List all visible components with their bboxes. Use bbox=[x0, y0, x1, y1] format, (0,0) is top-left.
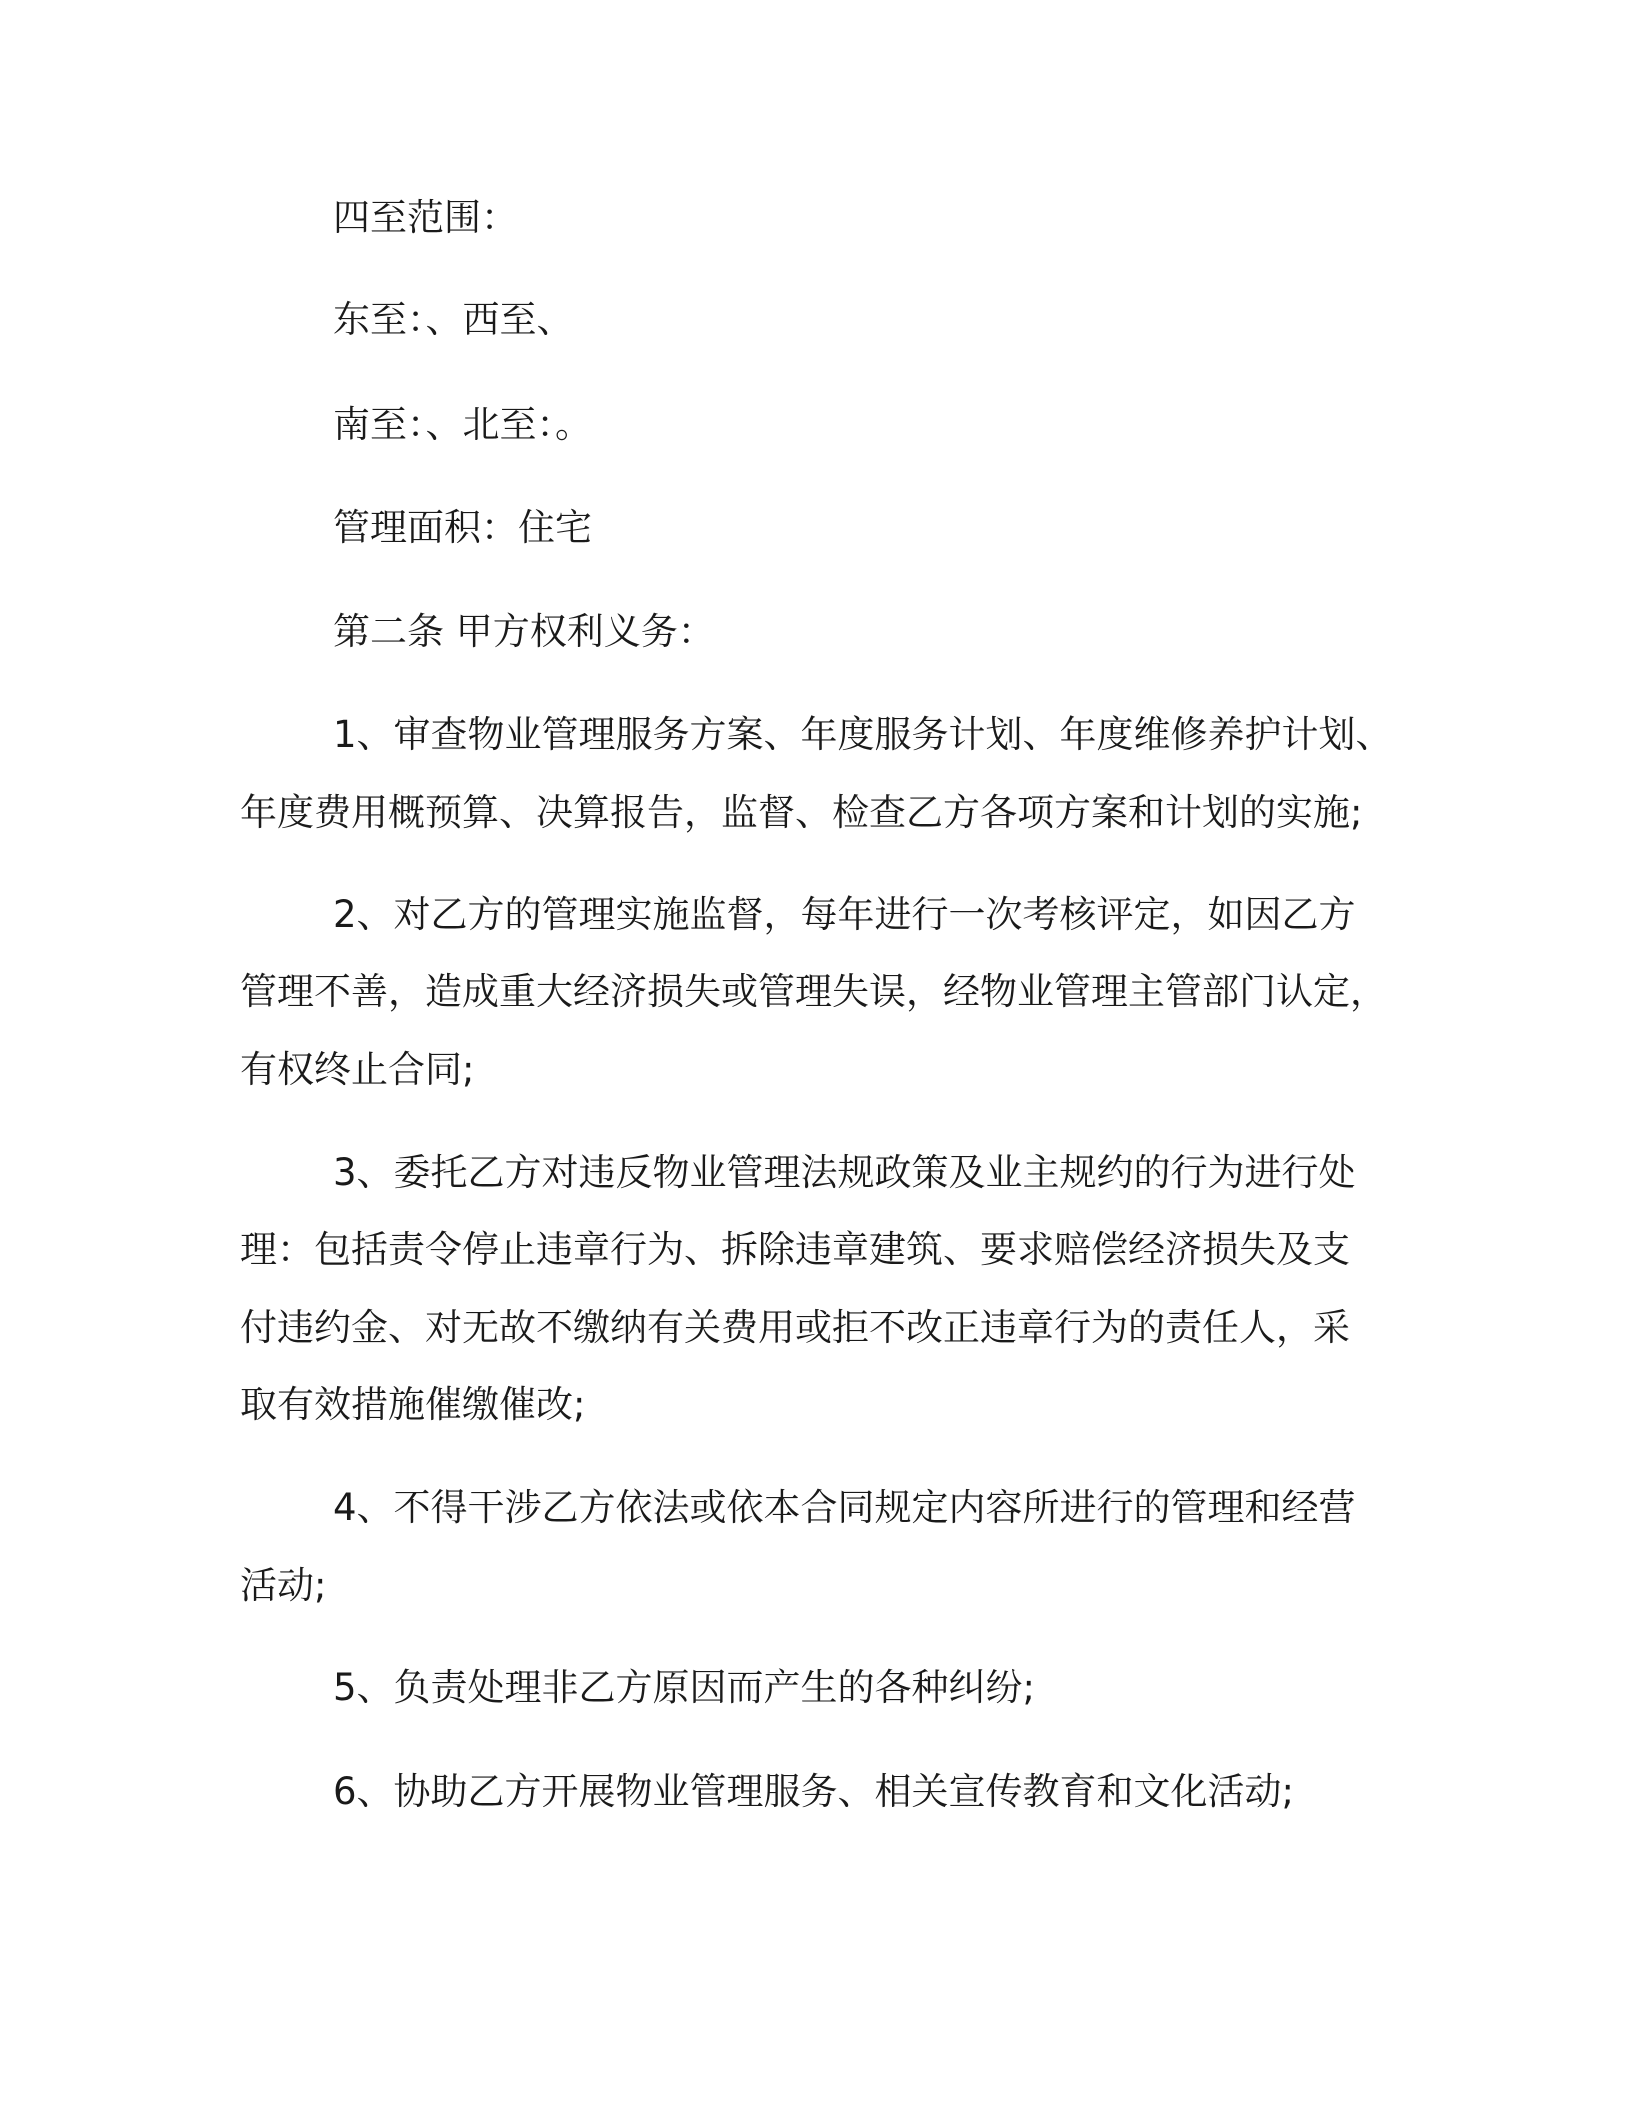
item-2-line-1: 2、对乙方的管理实施监督，每年进行一次考核评定，如因乙方 bbox=[333, 893, 1356, 936]
item-2-line-3: 有权终止合同; bbox=[240, 1048, 475, 1091]
item-1-line-2: 年度费用概预算、决算报告，监督、检查乙方各项方案和计划的实施; bbox=[240, 791, 1363, 834]
item-1-line-1: 1、审查物业管理服务方案、年度服务计划、年度维修养护计划、 bbox=[333, 713, 1393, 756]
item-4-line-1: 4、不得干涉乙方依法或依本合同规定内容所进行的管理和经营 bbox=[333, 1486, 1356, 1529]
item-5-line-1: 5、负责处理非乙方原因而产生的各种纠纷; bbox=[333, 1666, 1036, 1709]
south-north-boundary: 南至：、北至：。 bbox=[333, 403, 592, 446]
item-4-line-2: 活动; bbox=[240, 1564, 327, 1607]
item-6-line-1: 6、协助乙方开展物业管理服务、相关宣传教育和文化活动; bbox=[333, 1770, 1295, 1813]
item-3-line-2: 理：包括责令停止违章行为、拆除违章建筑、要求赔偿经济损失及支 bbox=[240, 1228, 1350, 1271]
management-area: 管理面积：住宅 bbox=[333, 506, 592, 549]
east-west-boundary: 东至：、西至、 bbox=[333, 298, 574, 341]
scope-heading: 四至范围： bbox=[333, 196, 518, 239]
article-heading: 第二条 甲方权利义务： bbox=[333, 610, 715, 653]
item-3-line-4: 取有效措施催缴催改; bbox=[240, 1383, 586, 1426]
item-3-line-1: 3、委托乙方对违反物业管理法规政策及业主规约的行为进行处 bbox=[333, 1151, 1356, 1194]
item-3-line-3: 付违约金、对无故不缴纳有关费用或拒不改正违章行为的责任人，采 bbox=[240, 1306, 1350, 1349]
item-2-line-2: 管理不善，造成重大经济损失或管理失误，经物业管理主管部门认定， bbox=[240, 970, 1387, 1013]
